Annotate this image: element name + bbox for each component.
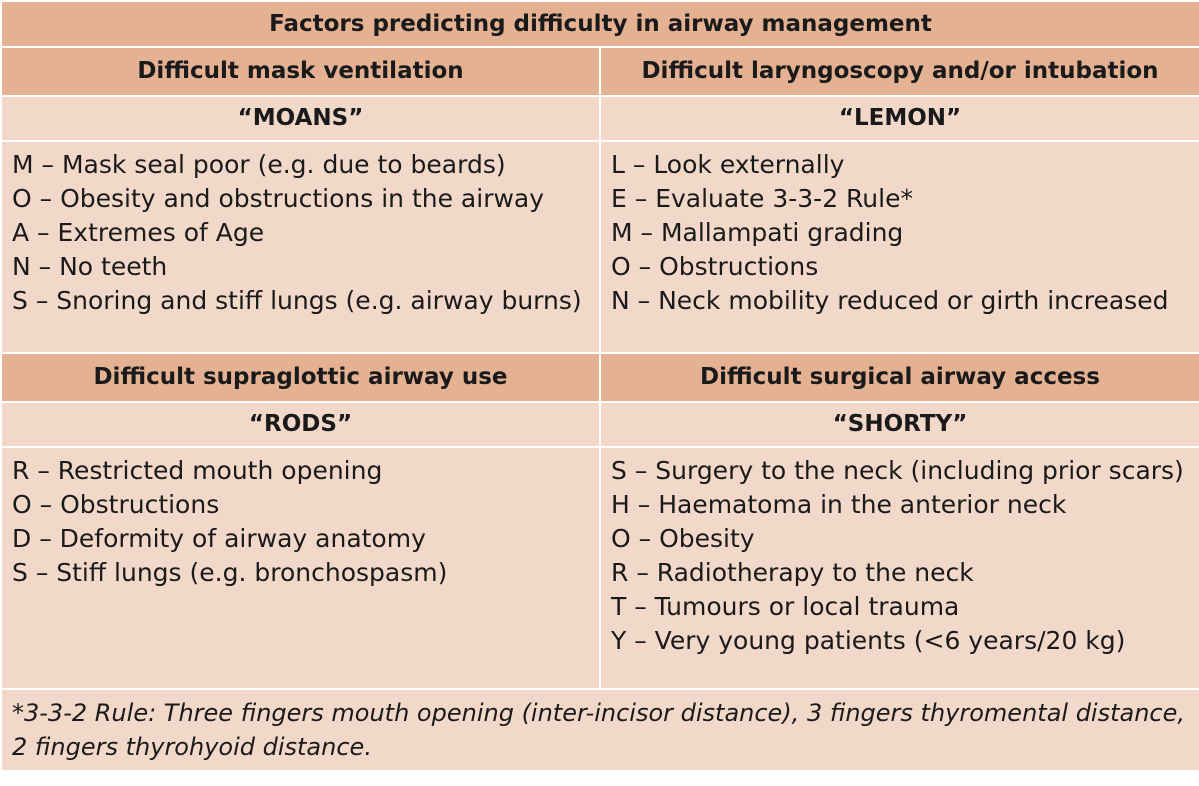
list-item: R – Radiotherapy to the neck: [611, 558, 974, 587]
shorty-list: [611, 454, 1189, 658]
list-item: H – Haematoma in the anterior neck: [611, 490, 1067, 519]
moans-list: [12, 148, 589, 318]
rods-items-cell: [1, 447, 600, 689]
list-item: M – Mask seal poor (e.g. due to beards): [12, 150, 506, 179]
mnemonic-row-2: [1, 402, 1199, 447]
mnemonic-lemon: “LEMON”: [600, 96, 1199, 141]
list-item: O – Obesity: [611, 524, 755, 553]
list-item: O – Obstructions: [12, 490, 220, 519]
heading-laryngoscopy: Difficult laryngoscopy and/or intubation: [600, 47, 1199, 96]
list-item: S – Stiff lungs (e.g. bronchospasm): [12, 558, 448, 587]
list-item: T – Tumours or local trauma: [611, 592, 960, 621]
items-row-1: [1, 141, 1199, 353]
moans-items-cell: [1, 141, 600, 353]
shorty-items-cell: [600, 447, 1199, 689]
list-item: S – Snoring and stiff lungs (e.g. airway burns): [12, 286, 582, 315]
heading-row-2: [1, 353, 1199, 402]
title-row: [1, 1, 1199, 47]
list-item: L – Look externally: [611, 150, 845, 179]
mnemonic-moans: “MOANS”: [1, 96, 600, 141]
list-item: S – Surgery to the neck (including prior scars): [611, 456, 1184, 485]
lemon-list: [611, 148, 1189, 318]
rods-list: [12, 454, 589, 590]
list-item: N – No teeth: [12, 252, 168, 281]
heading-row-1: [1, 47, 1199, 96]
footnote-row: [1, 689, 1199, 771]
table-title: Factors predicting difficulty in airway management: [1, 1, 1199, 47]
list-item: O – Obesity and obstructions in the airway: [12, 184, 545, 213]
items-row-2: [1, 447, 1199, 689]
mnemonic-shorty: “SHORTY”: [600, 402, 1199, 447]
list-item: N – Neck mobility reduced or girth increased: [611, 286, 1169, 315]
list-item: M – Mallampati grading: [611, 218, 904, 247]
list-item: Y – Very young patients (<6 years/20 kg): [611, 626, 1126, 655]
heading-mask-ventilation: Difficult mask ventilation: [1, 47, 600, 96]
list-item: A – Extremes of Age: [12, 218, 265, 247]
heading-surgical-airway: Difficult surgical airway access: [600, 353, 1199, 402]
list-item: E – Evaluate 3-3-2 Rule*: [611, 184, 913, 213]
list-item: O – Obstructions: [611, 252, 819, 281]
list-item: R – Restricted mouth opening: [12, 456, 383, 485]
list-item: D – Deformity of airway anatomy: [12, 524, 426, 553]
heading-supraglottic: Difficult supraglottic airway use: [1, 353, 600, 402]
footnote: *3-3-2 Rule: Three fingers mouth opening (inter-incisor distance), 3 fingers thyromental distance, 2 fingers thyrohyoid distance.: [1, 689, 1199, 771]
mnemonic-row-1: [1, 96, 1199, 141]
mnemonic-rods: “RODS”: [1, 402, 600, 447]
lemon-items-cell: [600, 141, 1199, 353]
